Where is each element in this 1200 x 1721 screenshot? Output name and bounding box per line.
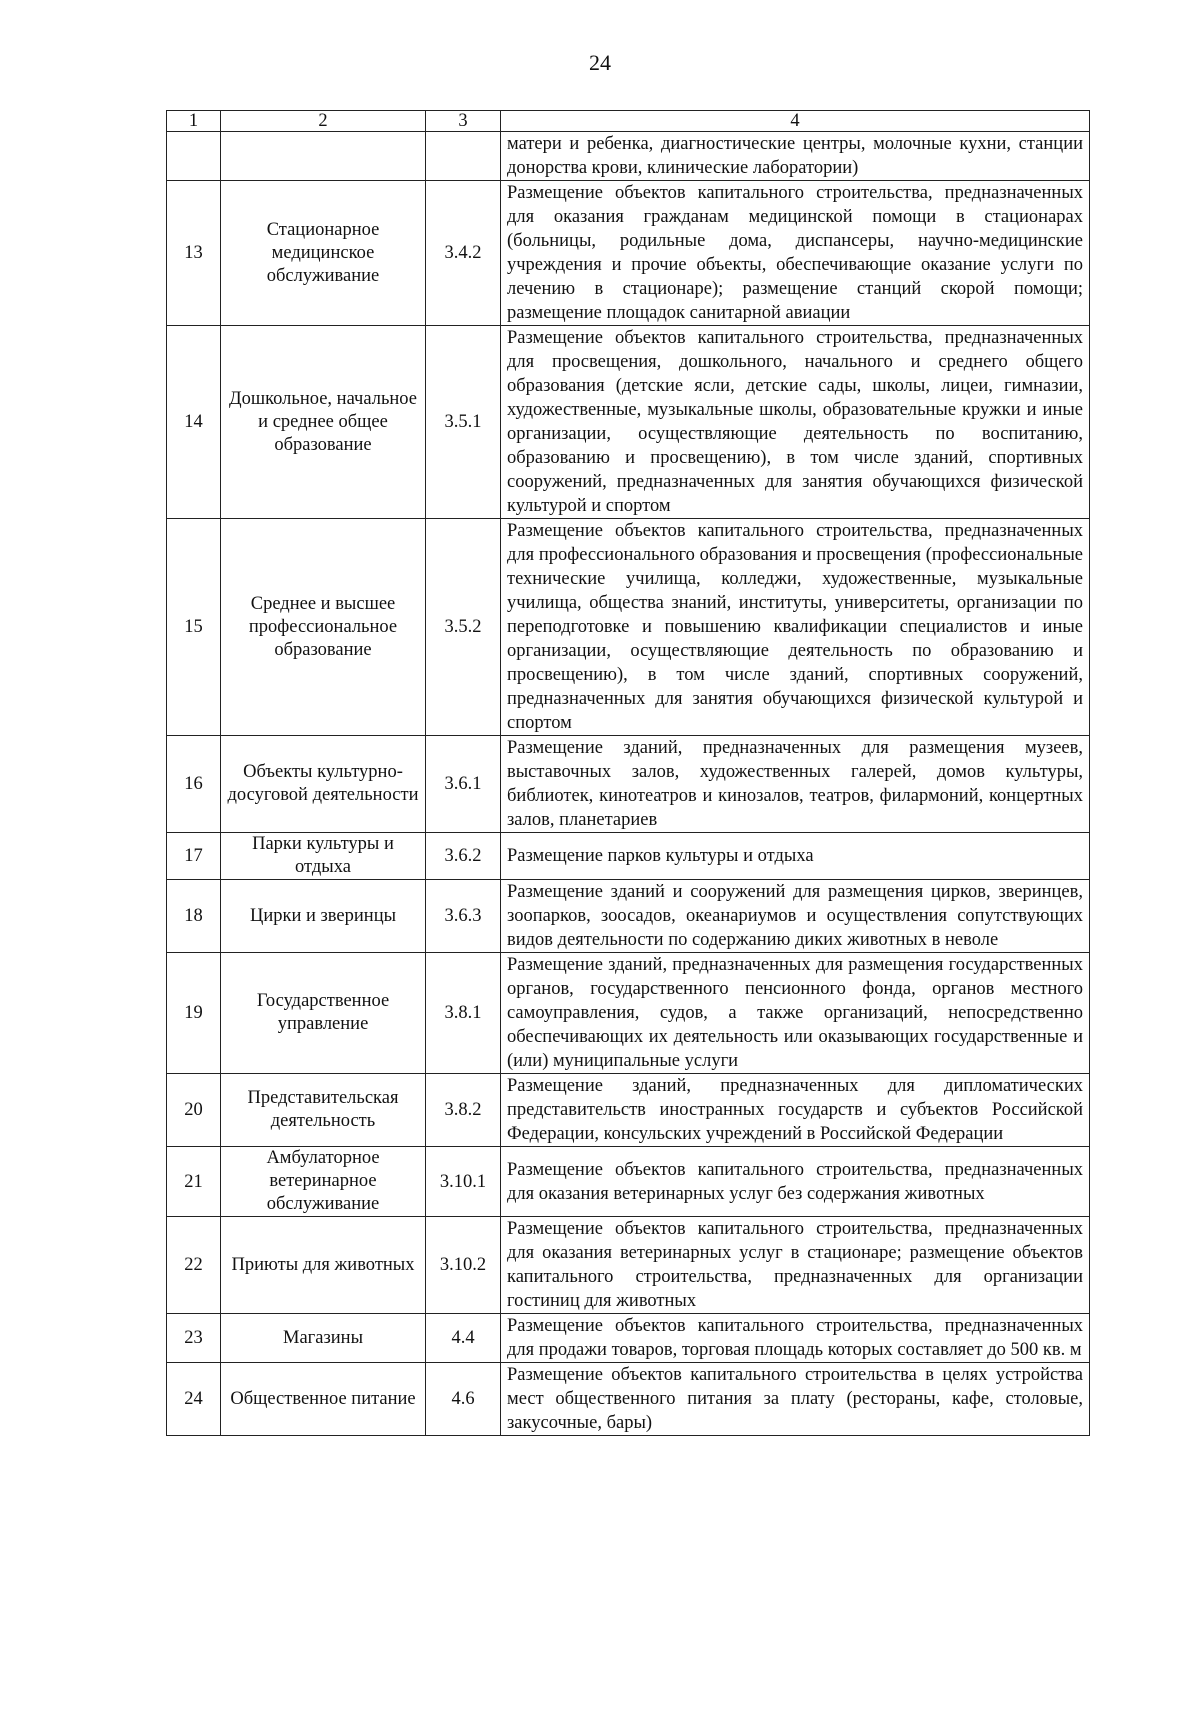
row-description: Размещение зданий и сооружений для размещения цирков, зверинцев, зоопарков, зоосадов, океанариумов и осуществления сопутствующих видов деятельности по содержанию диких животных в неволе [501,880,1090,953]
table-row [167,736,1090,833]
row-description: Размещение зданий, предназначенных для дипломатических представительств иностранных государств и субъектов Российской Федерации, консульских учреждений в Российской Федерации [501,1074,1090,1147]
row-code: 3.8.1 [426,953,501,1074]
row-number: 24 [167,1363,221,1436]
row-description: Размещение объектов капитального строительства в целях устройства мест общественного питания за плату (рестораны, кафе, столовые, закусочные, бары) [501,1363,1090,1436]
row-number: 17 [167,833,221,880]
table-row [167,1147,1090,1217]
row-code [426,132,501,181]
row-number: 16 [167,736,221,833]
row-description: Размещение объектов капитального строительства, предназначенных для оказания гражданам медицинской помощи в стационарах (больницы, родильные дома, диспансеры, научно-медицинские учреждения и прочие объекты, обеспечивающие оказание услуги по лечению в стационаре); размещение станций скорой помощи; размещение площадок санитарной авиации [501,181,1090,326]
row-name: Парки культуры и отдыха [221,833,426,880]
row-name: Представительская деятельность [221,1074,426,1147]
row-name: Государственное управление [221,953,426,1074]
table-row [167,953,1090,1074]
row-description: Размещение объектов капитального строительства, предназначенных для продажи товаров, торговая площадь которых составляет до 500 кв. м [501,1314,1090,1363]
row-number: 15 [167,519,221,736]
row-code: 3.6.3 [426,880,501,953]
header-cell-2: 2 [221,111,426,132]
table-row [167,833,1090,880]
page-number: 24 [589,50,611,75]
row-code: 3.6.2 [426,833,501,880]
row-number: 19 [167,953,221,1074]
table-row [167,326,1090,519]
row-number: 22 [167,1217,221,1314]
row-number [167,132,221,181]
row-code: 3.5.1 [426,326,501,519]
row-code: 3.10.2 [426,1217,501,1314]
row-code: 3.5.2 [426,519,501,736]
row-description: Размещение парков культуры и отдыха [501,833,1090,880]
row-description: матери и ребенка, диагностические центры, молочные кухни, станции донорства крови, клинические лаборатории) [501,132,1090,181]
table-row [167,1363,1090,1436]
row-description: Размещение зданий, предназначенных для размещения музеев, выставочных залов, художественных галерей, домов культуры, библиотек, кинотеатров и кинозалов, театров, филармоний, концертных залов, планетариев [501,736,1090,833]
row-name: Дошкольное, начальное и среднее общее образование [221,326,426,519]
row-number: 13 [167,181,221,326]
row-number: 20 [167,1074,221,1147]
table-row [167,181,1090,326]
row-code: 3.10.1 [426,1147,501,1217]
row-description: Размещение зданий, предназначенных для размещения государственных органов, государственного пенсионного фонда, органов местного самоуправления, судов, а также организаций, непосредственно обеспечивающих их деятельность или оказывающих государственные и (или) муниципальные услуги [501,953,1090,1074]
row-number: 21 [167,1147,221,1217]
row-code: 4.4 [426,1314,501,1363]
row-name: Цирки и зверинцы [221,880,426,953]
row-description: Размещение объектов капитального строительства, предназначенных для профессионального образования и просвещения (профессиональные технические училища, колледжи, художественные, музыкальные училища, общества знаний, институты, университеты, организации по переподготовке и повышению квалификации специалистов и иные организации, осуществляющие деятельность по образованию и просвещению), в том числе зданий, спортивных сооружений, предназначенных для занятия обучающихся физической культурой и спортом [501,519,1090,736]
table-row [167,132,1090,181]
row-name: Приюты для животных [221,1217,426,1314]
row-code: 3.8.2 [426,1074,501,1147]
row-code: 3.6.1 [426,736,501,833]
row-code: 4.6 [426,1363,501,1436]
row-number: 14 [167,326,221,519]
row-description: Размещение объектов капитального строительства, предназначенных для просвещения, дошкольного, начального и среднего общего образования (детские ясли, детские сады, школы, лицеи, гимназии, художественные, музыкальные школы, образовательные кружки и иные организации, осуществляющие деятельность по воспитанию, образованию и просвещению), в том числе зданий, спортивных сооружений, предназначенных для занятия обучающихся физической культурой и спортом [501,326,1090,519]
header-cell-4: 4 [501,111,1090,132]
row-number: 23 [167,1314,221,1363]
row-name: Магазины [221,1314,426,1363]
table-row [167,1217,1090,1314]
table-row [167,1074,1090,1147]
header-cell-3: 3 [426,111,501,132]
row-name: Среднее и высшее профессиональное образование [221,519,426,736]
row-name: Объекты культурно-досуговой деятельности [221,736,426,833]
row-name: Амбулаторное ветеринарное обслуживание [221,1147,426,1217]
row-number: 18 [167,880,221,953]
table-row [167,1314,1090,1363]
header-cell-1: 1 [167,111,221,132]
row-description: Размещение объектов капитального строительства, предназначенных для оказания ветеринарных услуг без содержания животных [501,1147,1090,1217]
row-name: Общественное питание [221,1363,426,1436]
row-code: 3.4.2 [426,181,501,326]
table-row [167,519,1090,736]
table-row [167,880,1090,953]
row-description: Размещение объектов капитального строительства, предназначенных для оказания ветеринарных услуг в стационаре; размещение объектов капитального строительства, предназначенных для организации гостиниц для животных [501,1217,1090,1314]
land-use-table [166,110,1090,1436]
row-name: Стационарное медицинское обслуживание [221,181,426,326]
header-row [167,111,1090,132]
row-name [221,132,426,181]
